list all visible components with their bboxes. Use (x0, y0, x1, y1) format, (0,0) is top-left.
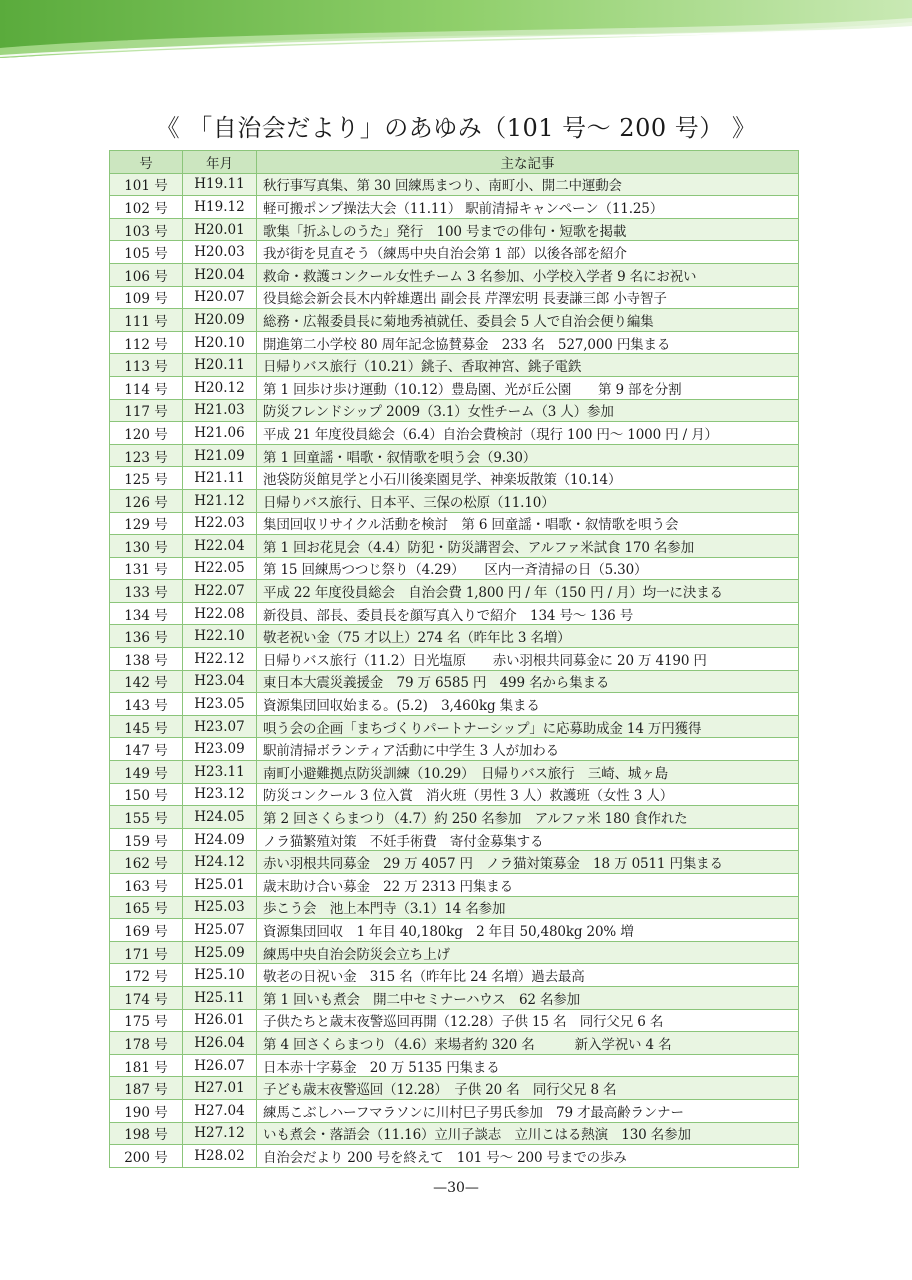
table-row (110, 557, 799, 580)
issue-number-cell: 117 号 (110, 399, 183, 422)
issue-number-cell: 103 号 (110, 218, 183, 241)
issue-number-cell: 131 号 (110, 557, 183, 580)
issue-number-cell: 109 号 (110, 286, 183, 309)
table-row (110, 828, 799, 851)
year-month-cell: H21.12 (183, 489, 257, 512)
header-main-articles: 主な記事 (257, 151, 799, 174)
article-cell: 第 15 回練馬つつじ祭り（4.29） 区内一斉清掃の日（5.30） (257, 557, 799, 580)
article-cell: 秋行事写真集、第 30 回練馬まつり、南町小、開二中運動会 (257, 173, 799, 196)
issue-number-cell: 143 号 (110, 693, 183, 716)
article-cell: 駅前清掃ボランティア活動に中学生 3 人が加わる (257, 738, 799, 761)
issue-number-cell: 101 号 (110, 173, 183, 196)
year-month-cell: H25.07 (183, 919, 257, 942)
table-row (110, 693, 799, 716)
article-cell: 練馬こぶしハーフマラソンに川村巳子男氏参加 79 才最高齢ランナー (257, 1099, 799, 1122)
table-row (110, 1009, 799, 1032)
article-cell: 池袋防災館見学と小石川後楽園見学、神楽坂散策（10.14） (257, 467, 799, 490)
article-cell: 歩こう会 池上本門寺（3.1）14 名参加 (257, 896, 799, 919)
issue-number-cell: 187 号 (110, 1077, 183, 1100)
issue-number-cell: 145 号 (110, 715, 183, 738)
year-month-cell: H25.09 (183, 941, 257, 964)
issue-number-cell: 198 号 (110, 1122, 183, 1145)
year-month-cell: H20.07 (183, 286, 257, 309)
year-month-cell: H24.12 (183, 851, 257, 874)
table-row (110, 422, 799, 445)
issue-number-cell: 111 号 (110, 309, 183, 332)
article-cell: 平成 22 年度役員総会 自治会費 1,800 円 / 年（150 円 / 月）均一に決まる (257, 580, 799, 603)
issue-number-cell: 133 号 (110, 580, 183, 603)
table-row (110, 263, 799, 286)
year-month-cell: H22.07 (183, 580, 257, 603)
issue-number-cell: 175 号 (110, 1009, 183, 1032)
year-month-cell: H20.04 (183, 263, 257, 286)
header-issue-number: 号 (110, 151, 183, 174)
table-row (110, 964, 799, 987)
article-cell: 子供たちと歳末夜警巡回再開（12.28）子供 15 名 同行父兄 6 名 (257, 1009, 799, 1032)
issue-number-cell: 102 号 (110, 196, 183, 219)
table-row (110, 512, 799, 535)
article-cell: 救命・救護コンクール女性チーム 3 名参加、小学校入学者 9 名にお祝い (257, 263, 799, 286)
table-row (110, 1122, 799, 1145)
issue-number-cell: 114 号 (110, 376, 183, 399)
year-month-cell: H25.10 (183, 964, 257, 987)
issue-number-cell: 163 号 (110, 874, 183, 897)
year-month-cell: H26.04 (183, 1032, 257, 1055)
article-cell: 開進第二小学校 80 周年記念協賛募金 233 名 527,000 円集まる (257, 331, 799, 354)
issue-number-cell: 149 号 (110, 761, 183, 784)
article-cell: 防災フレンドシップ 2009（3.1）女性チーム（3 人）参加 (257, 399, 799, 422)
article-cell: 第 1 回いも煮会 開二中セミナーハウス 62 名参加 (257, 986, 799, 1009)
year-month-cell: H22.03 (183, 512, 257, 535)
article-cell: 敬老の日祝い金 315 名（昨年比 24 名増）過去最高 (257, 964, 799, 987)
article-cell: 資源集団回収始まる。(5.2) 3,460kg 集まる (257, 693, 799, 716)
year-month-cell: H23.09 (183, 738, 257, 761)
article-cell: 総務・広報委員長に菊地秀禎就任、委員会 5 人で自治会便り編集 (257, 309, 799, 332)
year-month-cell: H24.09 (183, 828, 257, 851)
article-cell: 唄う会の企画「まちづくりパートナーシップ」に応募助成金 14 万円獲得 (257, 715, 799, 738)
table-row (110, 602, 799, 625)
table-row (110, 241, 799, 264)
year-month-cell: H22.05 (183, 557, 257, 580)
issue-number-cell: 142 号 (110, 670, 183, 693)
year-month-cell: H25.03 (183, 896, 257, 919)
issue-number-cell: 169 号 (110, 919, 183, 942)
table-row (110, 173, 799, 196)
history-table (109, 150, 799, 1168)
table-row (110, 1077, 799, 1100)
article-cell: 第 1 回歩け歩け運動（10.12）豊島園、光が丘公園 第 9 部を分割 (257, 376, 799, 399)
issue-number-cell: 178 号 (110, 1032, 183, 1055)
table-row (110, 738, 799, 761)
issue-number-cell: 129 号 (110, 512, 183, 535)
table-row (110, 941, 799, 964)
article-cell: 練馬中央自治会防災会立ち上げ (257, 941, 799, 964)
table-row (110, 444, 799, 467)
year-month-cell: H23.04 (183, 670, 257, 693)
table-header-row (110, 151, 799, 174)
year-month-cell: H22.12 (183, 648, 257, 671)
article-cell: 平成 21 年度役員総会（6.4）自治会費検討（現行 100 円～ 1000 円 / 月） (257, 422, 799, 445)
table-row (110, 331, 799, 354)
table-row (110, 286, 799, 309)
table-row (110, 1099, 799, 1122)
year-month-cell: H21.06 (183, 422, 257, 445)
table-row (110, 309, 799, 332)
issue-number-cell: 172 号 (110, 964, 183, 987)
year-month-cell: H20.09 (183, 309, 257, 332)
issue-number-cell: 162 号 (110, 851, 183, 874)
issue-number-cell: 112 号 (110, 331, 183, 354)
article-cell: ノラ猫繁殖対策 不妊手術費 寄付金募集する (257, 828, 799, 851)
issue-number-cell: 150 号 (110, 783, 183, 806)
issue-number-cell: 174 号 (110, 986, 183, 1009)
year-month-cell: H26.07 (183, 1054, 257, 1077)
issue-number-cell: 106 号 (110, 263, 183, 286)
article-cell: 新役員、部長、委員長を顔写真入りで紹介 134 号～ 136 号 (257, 602, 799, 625)
table-row (110, 580, 799, 603)
issue-number-cell: 171 号 (110, 941, 183, 964)
table-row (110, 919, 799, 942)
year-month-cell: H20.03 (183, 241, 257, 264)
year-month-cell: H22.04 (183, 535, 257, 558)
issue-number-cell: 125 号 (110, 467, 183, 490)
table-row (110, 896, 799, 919)
table-row (110, 399, 799, 422)
table-row (110, 806, 799, 829)
year-month-cell: H20.01 (183, 218, 257, 241)
table-row (110, 986, 799, 1009)
year-month-cell: H26.01 (183, 1009, 257, 1032)
issue-number-cell: 134 号 (110, 602, 183, 625)
issue-number-cell: 200 号 (110, 1145, 183, 1168)
header-year-month: 年月 (183, 151, 257, 174)
article-cell: 赤い羽根共同募金 29 万 4057 円 ノラ猫対策募金 18 万 0511 円集まる (257, 851, 799, 874)
article-cell: 集団回収リサイクル活動を検討 第 6 回童謡・唱歌・叙情歌を唄う会 (257, 512, 799, 535)
table-row (110, 376, 799, 399)
year-month-cell: H25.01 (183, 874, 257, 897)
year-month-cell: H27.01 (183, 1077, 257, 1100)
issue-number-cell: 165 号 (110, 896, 183, 919)
year-month-cell: H27.04 (183, 1099, 257, 1122)
year-month-cell: H22.10 (183, 625, 257, 648)
table-row (110, 196, 799, 219)
table-row (110, 851, 799, 874)
table-row (110, 874, 799, 897)
article-cell: 歳末助け合い募金 22 万 2313 円集まる (257, 874, 799, 897)
article-cell: 南町小避難拠点防災訓練（10.29） 日帰りバス旅行 三崎、城ヶ島 (257, 761, 799, 784)
year-month-cell: H19.11 (183, 173, 257, 196)
year-month-cell: H23.12 (183, 783, 257, 806)
year-month-cell: H20.10 (183, 331, 257, 354)
year-month-cell: H23.05 (183, 693, 257, 716)
article-cell: 第 1 回お花見会（4.4）防犯・防災講習会、アルファ米試食 170 名参加 (257, 535, 799, 558)
table-row (110, 1032, 799, 1055)
year-month-cell: H20.12 (183, 376, 257, 399)
table-row (110, 535, 799, 558)
year-month-cell: H20.11 (183, 354, 257, 377)
table-row (110, 1145, 799, 1168)
issue-number-cell: 159 号 (110, 828, 183, 851)
article-cell: 日帰りバス旅行（10.21）銚子、香取神宮、銚子電鉄 (257, 354, 799, 377)
table-row (110, 354, 799, 377)
table-row (110, 218, 799, 241)
issue-number-cell: 138 号 (110, 648, 183, 671)
article-cell: 第 2 回さくらまつり（4.7）約 250 名参加 アルファ米 180 食作れた (257, 806, 799, 829)
issue-number-cell: 136 号 (110, 625, 183, 648)
article-cell: 日帰りバス旅行（11.2）日光塩原 赤い羽根共同募金に 20 万 4190 円 (257, 648, 799, 671)
article-cell: 役員総会新会長木内幹雄選出 副会長 芹澤宏明 長妻謙三郎 小寺智子 (257, 286, 799, 309)
header-banner (0, 0, 912, 64)
issue-number-cell: 181 号 (110, 1054, 183, 1077)
page-number: —30— (433, 1180, 479, 1196)
article-cell: いも煮会・落語会（11.16）立川子談志 立川こはる熱演 130 名参加 (257, 1122, 799, 1145)
issue-number-cell: 126 号 (110, 489, 183, 512)
issue-number-cell: 147 号 (110, 738, 183, 761)
table-row (110, 783, 799, 806)
table-row (110, 670, 799, 693)
year-month-cell: H21.09 (183, 444, 257, 467)
issue-number-cell: 105 号 (110, 241, 183, 264)
issue-number-cell: 190 号 (110, 1099, 183, 1122)
year-month-cell: H28.02 (183, 1145, 257, 1168)
year-month-cell: H25.11 (183, 986, 257, 1009)
article-cell: 歌集「折ふしのうた」発行 100 号までの俳句・短歌を掲載 (257, 218, 799, 241)
year-month-cell: H21.03 (183, 399, 257, 422)
issue-number-cell: 155 号 (110, 806, 183, 829)
page-title: 《 「自治会だより」のあゆみ（101 号～ 200 号） 》 (155, 114, 757, 142)
table-row (110, 761, 799, 784)
article-cell: 軽可搬ポンプ操法大会（11.11） 駅前清掃キャンペーン（11.25） (257, 196, 799, 219)
issue-number-cell: 123 号 (110, 444, 183, 467)
table-row (110, 625, 799, 648)
issue-number-cell: 113 号 (110, 354, 183, 377)
table-row (110, 648, 799, 671)
year-month-cell: H27.12 (183, 1122, 257, 1145)
issue-number-cell: 130 号 (110, 535, 183, 558)
table-row (110, 1054, 799, 1077)
table-row (110, 489, 799, 512)
year-month-cell: H21.11 (183, 467, 257, 490)
year-month-cell: H23.11 (183, 761, 257, 784)
year-month-cell: H22.08 (183, 602, 257, 625)
article-cell: 第 1 回童謡・唱歌・叙情歌を唄う会（9.30） (257, 444, 799, 467)
article-cell: 日本赤十字募金 20 万 5135 円集まる (257, 1054, 799, 1077)
year-month-cell: H24.05 (183, 806, 257, 829)
article-cell: 日帰りバス旅行、日本平、三保の松原（11.10） (257, 489, 799, 512)
article-cell: 自治会だより 200 号を終えて 101 号～ 200 号までの歩み (257, 1145, 799, 1168)
article-cell: 防災コンクール 3 位入賞 消火班（男性 3 人）救護班（女性 3 人） (257, 783, 799, 806)
table-row (110, 467, 799, 490)
article-cell: 東日本大震災義援金 79 万 6585 円 499 名から集まる (257, 670, 799, 693)
article-cell: 第 4 回さくらまつり（4.6）来場者約 320 名 新入学祝い 4 名 (257, 1032, 799, 1055)
article-cell: 子ども歳末夜警巡回（12.28） 子供 20 名 同行父兄 8 名 (257, 1077, 799, 1100)
article-cell: 資源集団回収 1 年目 40,180kg 2 年目 50,480kg 20% 増 (257, 919, 799, 942)
table-row (110, 715, 799, 738)
year-month-cell: H19.12 (183, 196, 257, 219)
issue-number-cell: 120 号 (110, 422, 183, 445)
year-month-cell: H23.07 (183, 715, 257, 738)
article-cell: 我が街を見直そう（練馬中央自治会第 1 部）以後各部を紹介 (257, 241, 799, 264)
article-cell: 敬老祝い金（75 才以上）274 名（昨年比 3 名増） (257, 625, 799, 648)
